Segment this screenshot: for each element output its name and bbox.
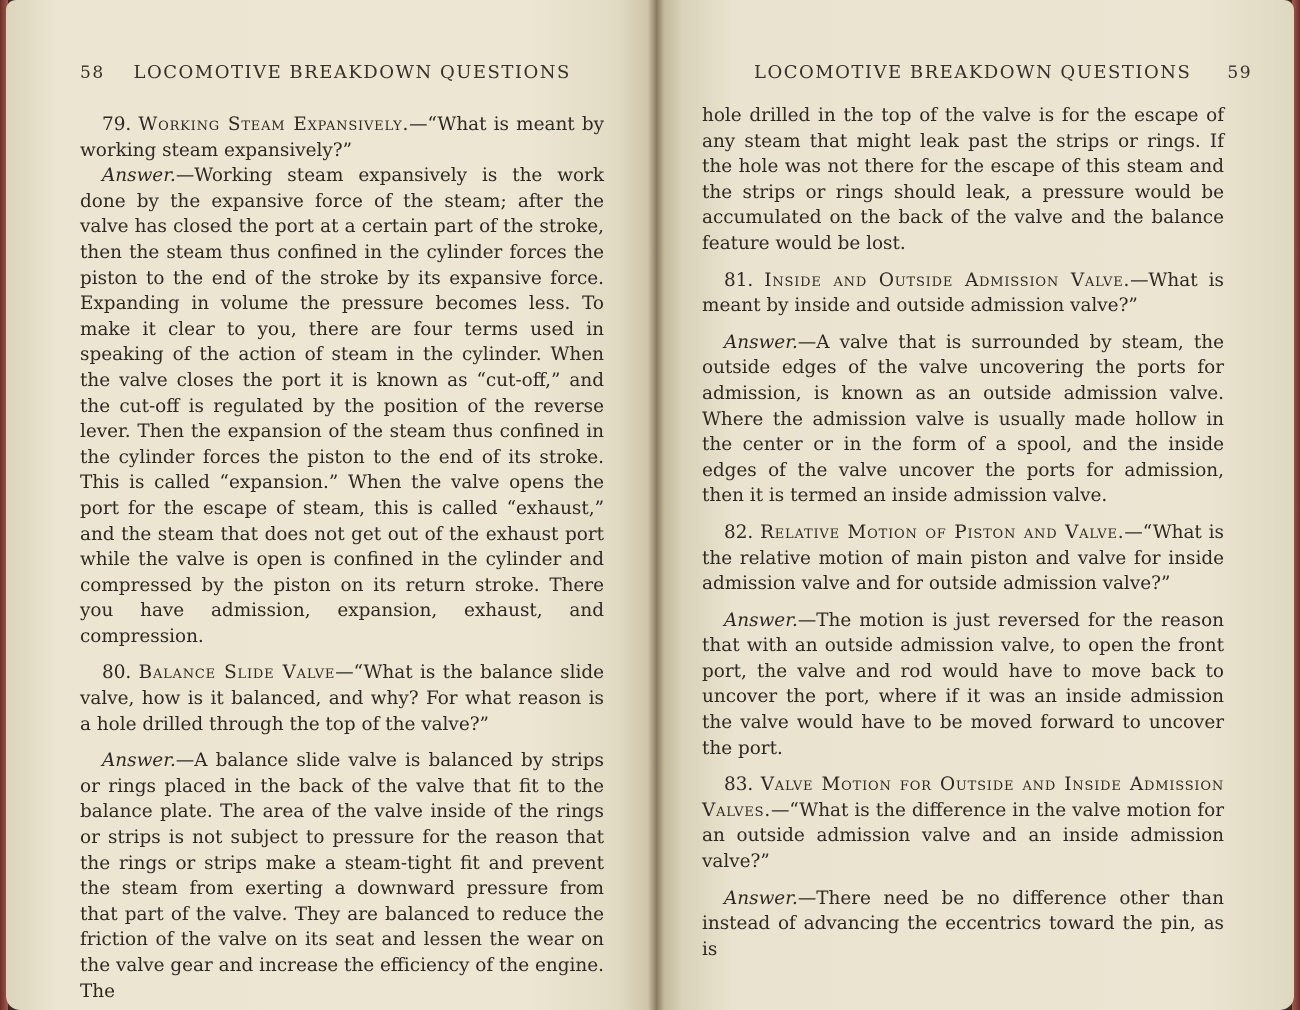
question-79 bbox=[80, 112, 604, 163]
question-text: —What is meant by inside and outside admission valve?” bbox=[702, 269, 1224, 317]
right-page-body bbox=[702, 103, 1224, 962]
question-number: 79. bbox=[102, 114, 132, 135]
continuation-text: hole drilled in the top of the valve is for the escape of any steam that might leak past the strips or rings. If the hole was not there for the escape of this steam and the strips or rings should leak, a pressure would be accumulated on the back of the valve and the balance feature would be lost. bbox=[702, 105, 1224, 254]
right-page bbox=[656, 0, 1294, 1010]
answer-83 bbox=[702, 886, 1224, 963]
running-head-title: LOCOMOTIVE BREAKDOWN QUESTIONS bbox=[133, 62, 571, 83]
answer-text: —A balance slide valve is balanced by strips or rings placed in the back of the valve that fit to the balance plate. The area of the valve inside of the rings or strips is not subject to pressure for the reason that the rings or strips make a steam-tight fit and prevent the steam from exerting a downward pressure from that part of the valve. They are balanced to reduce the friction of the valve on its seat and lessen the wear on the valve gear and increase the efficiency of the engine. The bbox=[80, 750, 604, 1002]
question-text: —“What is meant by working steam expansively?” bbox=[80, 114, 604, 161]
question-80 bbox=[80, 660, 604, 737]
answer-label: Answer. bbox=[724, 609, 798, 631]
left-page bbox=[6, 0, 656, 1010]
question-text: —“What is the difference in the valve motion for an outside admission valve and an inside admission valve?” bbox=[702, 799, 1224, 873]
question-83 bbox=[702, 772, 1224, 874]
answer-text: —A valve that is surrounded by steam, the outside edges of the valve uncovering the ports for admission, is known as an outside admission valve. Where the admission valve is usually made hollow in the center or in the form of a spool, and the inside edges of the valve uncover the ports for admission, then it is termed an inside admission valve. bbox=[702, 331, 1224, 507]
answer-80 bbox=[80, 748, 604, 1004]
answer-79 bbox=[80, 163, 604, 649]
question-text: —“What is the relative motion of main piston and valve for inside admission valve and for outside admission valve?” bbox=[702, 521, 1224, 595]
answer-label: Answer. bbox=[102, 750, 176, 772]
question-text: —“What is the balance slide valve, how is it balanced, and why? For what reason is a hole drilled through the top of the valve?” bbox=[80, 662, 604, 735]
question-number: 81. bbox=[724, 269, 754, 291]
page-number: 58 bbox=[80, 63, 105, 83]
question-number: 83. bbox=[724, 774, 754, 796]
question-number: 80. bbox=[102, 662, 132, 684]
answer-label: Answer. bbox=[724, 331, 798, 353]
question-title: Inside and Outside Admission Valve. bbox=[764, 269, 1131, 291]
right-running-head bbox=[754, 62, 1252, 83]
answer-text: —There need be no difference other than instead of advancing the eccentrics toward the pin, as is bbox=[702, 887, 1224, 960]
question-title: Relative Motion of Piston and Valve. bbox=[760, 521, 1125, 543]
left-page-body bbox=[80, 112, 604, 1004]
answer-82 bbox=[702, 608, 1224, 762]
question-81 bbox=[702, 268, 1224, 319]
question-number: 82. bbox=[724, 521, 754, 543]
answer-81 bbox=[702, 330, 1224, 509]
question-title: Working Steam Expansively. bbox=[138, 114, 410, 135]
answer-label: Answer. bbox=[102, 165, 176, 187]
question-82 bbox=[702, 520, 1224, 597]
page-number: 59 bbox=[1227, 63, 1253, 83]
answer-label: Answer. bbox=[724, 887, 798, 909]
book-gutter bbox=[648, 0, 664, 1010]
answer-text: —Working steam expansively is the work done by the expansive force of the steam; after the valve has closed the port at a certain part of the stroke, then the steam thus confined in the cylinder forces the piston to the end of the stroke by its expansive force. Expanding in volume the pressure becomes less. To make it clear to you, there are four terms used in speaking of the action of steam in the cylinder. When the valve closes the port it is known as “cut-off,” and the cut-off is regulated by the position of the reverse lever. Then the expansion of the steam thus confined in the cylinder forces the piston to the end of its stroke. This is called “expansion.” When the valve opens the port for the escape of steam, this is called “exhaust,” and the steam that does not get out of the exhaust port while the valve is open is confined in the cylinder and compressed by the piston on its return stroke. There you have admission, expansion, exhaust, and compression. bbox=[80, 165, 604, 647]
question-title: Valve Motion for Outside and Inside Admission Valves. bbox=[702, 774, 1224, 821]
question-title: Balance Slide Valve bbox=[138, 662, 336, 684]
answer-text: —The motion is just reversed for the reason that with an outside admission valve, to open the front port, the valve and rod would have to move back to uncover the port, where if it was an inside admission the valve would have to be moved forward to uncover the port. bbox=[702, 609, 1224, 759]
running-head-title: LOCOMOTIVE BREAKDOWN QUESTIONS bbox=[754, 62, 1192, 83]
left-running-head bbox=[80, 62, 571, 83]
